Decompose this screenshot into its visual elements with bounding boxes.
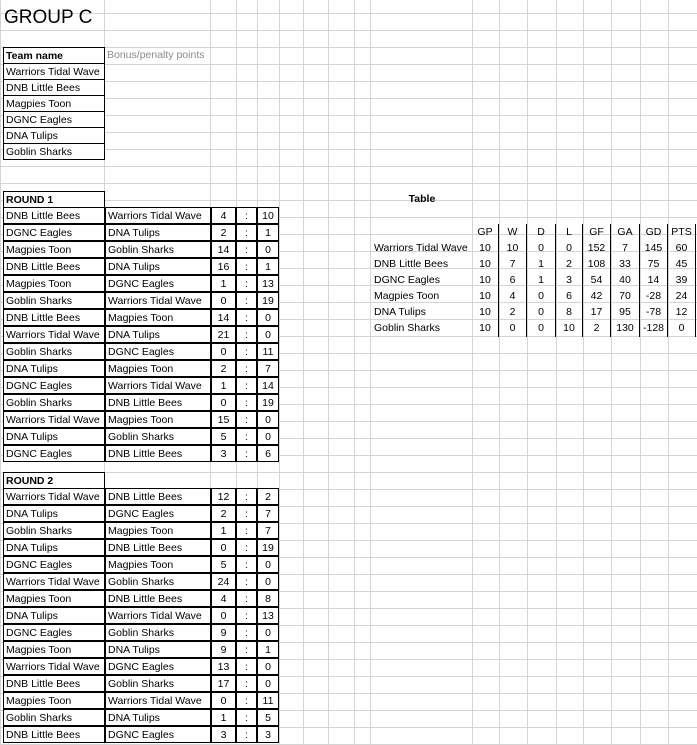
gridline-vertical	[303, 0, 304, 745]
team-name-cell[interactable]: DNA Tulips	[3, 127, 105, 144]
match-home-team[interactable]: Goblin Sharks	[3, 343, 105, 360]
match-home-team[interactable]: Magpies Toon	[3, 241, 105, 258]
score-separator: :	[236, 556, 257, 573]
match-home-score[interactable]: 0	[211, 692, 236, 709]
standings-stat[interactable]: 40	[611, 272, 640, 289]
match-home-score[interactable]: 16	[211, 258, 236, 275]
standings-stat[interactable]: 39	[668, 272, 696, 289]
gridline-vertical	[668, 0, 669, 745]
standings-stat[interactable]: 145	[640, 240, 668, 257]
standings-stat[interactable]: 14	[640, 272, 668, 289]
gridline-vertical	[279, 0, 280, 745]
standings-stat[interactable]: 130	[611, 320, 640, 337]
match-home-score[interactable]: 2	[211, 505, 236, 522]
standings-stat[interactable]: 6	[556, 288, 583, 305]
match-home-score[interactable]: 13	[211, 658, 236, 675]
standings-stat[interactable]: 7	[611, 240, 640, 257]
gridline-vertical	[583, 0, 584, 745]
match-away-score[interactable]: 1	[257, 258, 279, 275]
score-separator: :	[236, 692, 257, 709]
team-name-header[interactable]: Team name	[3, 47, 105, 64]
table-column-header[interactable]: L	[556, 224, 583, 241]
round-label[interactable]: ROUND 1	[3, 191, 105, 208]
score-separator: :	[236, 488, 257, 505]
match-home-team[interactable]: DNA Tulips	[3, 360, 105, 377]
match-away-team[interactable]: DNB Little Bees	[105, 590, 211, 607]
score-separator: :	[236, 309, 257, 326]
match-home-score[interactable]: 4	[211, 590, 236, 607]
match-home-team[interactable]: DNA Tulips	[3, 539, 105, 556]
match-away-score[interactable]: 0	[257, 573, 279, 590]
match-away-score[interactable]: 11	[257, 692, 279, 709]
match-home-score[interactable]: 21	[211, 326, 236, 343]
standings-stat[interactable]: 60	[668, 240, 696, 257]
match-home-score[interactable]: 2	[211, 360, 236, 377]
standings-stat[interactable]: 6	[499, 272, 527, 289]
standings-stat[interactable]: 12	[668, 304, 696, 321]
gridline-horizontal	[0, 166, 697, 167]
standings-stat[interactable]: 1	[527, 272, 556, 289]
match-away-team[interactable]: Goblin Sharks	[105, 428, 211, 445]
score-separator: :	[236, 258, 257, 275]
match-home-team[interactable]: Magpies Toon	[3, 590, 105, 607]
standings-stat[interactable]: 0	[527, 240, 556, 257]
standings-stat[interactable]: -78	[640, 304, 668, 321]
standings-stat[interactable]: 1	[527, 256, 556, 273]
match-away-score[interactable]: 0	[257, 675, 279, 692]
score-separator: :	[236, 343, 257, 360]
match-away-score[interactable]: 7	[257, 505, 279, 522]
match-home-score[interactable]: 17	[211, 675, 236, 692]
match-home-team[interactable]: Goblin Sharks	[3, 394, 105, 411]
match-away-score[interactable]: 1	[257, 641, 279, 658]
score-separator: :	[236, 573, 257, 590]
match-away-score[interactable]: 3	[257, 726, 279, 743]
match-away-team[interactable]: Magpies Toon	[105, 556, 211, 573]
match-away-score[interactable]: 0	[257, 428, 279, 445]
match-home-score[interactable]: 0	[211, 343, 236, 360]
match-home-team[interactable]: Goblin Sharks	[3, 709, 105, 726]
match-home-score[interactable]: 15	[211, 411, 236, 428]
match-away-team[interactable]: Warriors Tidal Wave	[105, 377, 211, 394]
match-away-team[interactable]: DGNC Eagles	[105, 726, 211, 743]
standings-stat[interactable]: 95	[611, 304, 640, 321]
match-home-score[interactable]: 24	[211, 573, 236, 590]
standings-stat[interactable]: -128	[640, 320, 668, 337]
match-home-team[interactable]: DNA Tulips	[3, 428, 105, 445]
standings-stat[interactable]: 70	[611, 288, 640, 305]
match-home-team[interactable]: Magpies Toon	[3, 275, 105, 292]
match-home-team[interactable]: Warriors Tidal Wave	[3, 411, 105, 428]
match-away-team[interactable]: DGNC Eagles	[105, 343, 211, 360]
match-away-team[interactable]: Goblin Sharks	[105, 675, 211, 692]
match-away-score[interactable]: 7	[257, 522, 279, 539]
standings-stat[interactable]: 10	[472, 320, 499, 337]
table-title[interactable]: Table	[408, 193, 436, 205]
match-away-team[interactable]: Warriors Tidal Wave	[105, 692, 211, 709]
standings-stat[interactable]: 10	[472, 256, 499, 273]
match-home-team[interactable]: DNB Little Bees	[3, 207, 105, 224]
standings-stat[interactable]: 54	[583, 272, 611, 289]
match-away-score[interactable]: 0	[257, 658, 279, 675]
match-home-score[interactable]: 1	[211, 522, 236, 539]
match-home-team[interactable]: DNA Tulips	[3, 607, 105, 624]
score-separator: :	[236, 445, 257, 462]
gridline-vertical	[0, 0, 1, 745]
match-home-score[interactable]: 3	[211, 445, 236, 462]
match-away-score[interactable]: 0	[257, 624, 279, 641]
gridline-horizontal	[0, 183, 697, 184]
standings-stat[interactable]: 0	[556, 240, 583, 257]
match-home-team[interactable]: Warriors Tidal Wave	[3, 658, 105, 675]
match-home-team[interactable]: Magpies Toon	[3, 692, 105, 709]
standings-team[interactable]: DNB Little Bees	[374, 258, 449, 270]
match-home-score[interactable]: 12	[211, 488, 236, 505]
standings-stat[interactable]: -28	[640, 288, 668, 305]
standings-team[interactable]: Magpies Toon	[374, 290, 440, 302]
gridline-vertical	[640, 0, 641, 745]
match-away-score[interactable]: 0	[257, 326, 279, 343]
standings-stat[interactable]: 3	[556, 272, 583, 289]
score-separator: :	[236, 607, 257, 624]
standings-stat[interactable]: 0	[499, 320, 527, 337]
score-separator: :	[236, 377, 257, 394]
score-separator: :	[236, 207, 257, 224]
round-label[interactable]: ROUND 2	[3, 472, 105, 489]
gridline-vertical	[499, 0, 500, 745]
match-away-score[interactable]: 6	[257, 445, 279, 462]
match-home-team[interactable]: DGNC Eagles	[3, 224, 105, 241]
match-home-score[interactable]: 3	[211, 726, 236, 743]
score-separator: :	[236, 360, 257, 377]
match-away-team[interactable]: DNB Little Bees	[105, 394, 211, 411]
gridline-vertical	[611, 0, 612, 745]
score-separator: :	[236, 641, 257, 658]
match-away-team[interactable]: Goblin Sharks	[105, 624, 211, 641]
score-separator: :	[236, 394, 257, 411]
match-home-team[interactable]: DGNC Eagles	[3, 445, 105, 462]
bonus-points-header[interactable]: Bonus/penalty points	[107, 49, 205, 61]
standings-team[interactable]: DGNC Eagles	[374, 274, 440, 286]
standings-stat[interactable]: 75	[640, 256, 668, 273]
standings-stat[interactable]: 0	[527, 320, 556, 337]
table-column-header[interactable]: D	[527, 224, 556, 241]
table-column-header[interactable]: GP	[472, 224, 499, 241]
score-separator: :	[236, 522, 257, 539]
match-home-team[interactable]: DGNC Eagles	[3, 377, 105, 394]
page-title: GROUP C	[4, 7, 93, 28]
match-home-team[interactable]: DNA Tulips	[3, 505, 105, 522]
score-separator: :	[236, 275, 257, 292]
match-home-score[interactable]: 2	[211, 224, 236, 241]
gridline-vertical	[556, 0, 557, 745]
match-home-team[interactable]: Goblin Sharks	[3, 292, 105, 309]
table-column-header[interactable]: PTS	[668, 224, 696, 241]
match-home-score[interactable]: 9	[211, 624, 236, 641]
gridline-vertical	[328, 0, 329, 745]
match-home-score[interactable]: 0	[211, 607, 236, 624]
standings-stat[interactable]: 0	[668, 320, 696, 337]
standings-stat[interactable]: 8	[556, 304, 583, 321]
match-home-score[interactable]: 1	[211, 709, 236, 726]
match-home-team[interactable]: DNB Little Bees	[3, 675, 105, 692]
standings-stat[interactable]: 0	[527, 288, 556, 305]
table-column-header[interactable]: W	[499, 224, 527, 241]
match-away-score[interactable]: 14	[257, 377, 279, 394]
match-away-score[interactable]: 0	[257, 556, 279, 573]
standings-team[interactable]: DNA Tulips	[374, 306, 426, 318]
score-separator: :	[236, 505, 257, 522]
standings-stat[interactable]: 24	[668, 288, 696, 305]
standings-stat[interactable]: 108	[583, 256, 611, 273]
match-away-team[interactable]: Goblin Sharks	[105, 573, 211, 590]
match-home-team[interactable]: DGNC Eagles	[3, 556, 105, 573]
score-separator: :	[236, 709, 257, 726]
score-separator: :	[236, 624, 257, 641]
match-away-score[interactable]: 7	[257, 360, 279, 377]
match-away-score[interactable]: 0	[257, 309, 279, 326]
score-separator: :	[236, 241, 257, 258]
score-separator: :	[236, 658, 257, 675]
match-home-team[interactable]: DNB Little Bees	[3, 258, 105, 275]
match-away-team[interactable]: DNA Tulips	[105, 326, 211, 343]
match-away-team[interactable]: DGNC Eagles	[105, 275, 211, 292]
match-home-score[interactable]: 9	[211, 641, 236, 658]
match-home-team[interactable]: Warriors Tidal Wave	[3, 573, 105, 590]
score-separator: :	[236, 326, 257, 343]
score-separator: :	[236, 292, 257, 309]
score-separator: :	[236, 539, 257, 556]
score-separator: :	[236, 224, 257, 241]
match-away-score[interactable]: 11	[257, 343, 279, 360]
match-away-team[interactable]: Magpies Toon	[105, 522, 211, 539]
standings-stat[interactable]: 7	[499, 256, 527, 273]
standings-stat[interactable]: 2	[556, 256, 583, 273]
match-away-team[interactable]: Magpies Toon	[105, 411, 211, 428]
match-away-score[interactable]: 13	[257, 275, 279, 292]
match-away-team[interactable]: Magpies Toon	[105, 309, 211, 326]
match-away-score[interactable]: 10	[257, 207, 279, 224]
team-name-cell[interactable]: DGNC Eagles	[3, 111, 105, 128]
match-away-team[interactable]: DNA Tulips	[105, 641, 211, 658]
match-away-team[interactable]: DGNC Eagles	[105, 505, 211, 522]
gridline-vertical	[370, 0, 371, 745]
match-away-score[interactable]: 13	[257, 607, 279, 624]
match-home-score[interactable]: 5	[211, 556, 236, 573]
match-away-team[interactable]: Goblin Sharks	[105, 241, 211, 258]
score-separator: :	[236, 428, 257, 445]
match-away-team[interactable]: Warriors Tidal Wave	[105, 607, 211, 624]
match-away-team[interactable]: DNB Little Bees	[105, 488, 211, 505]
match-home-score[interactable]: 4	[211, 207, 236, 224]
match-away-score[interactable]: 19	[257, 292, 279, 309]
standings-stat[interactable]: 152	[583, 240, 611, 257]
match-home-team[interactable]: Magpies Toon	[3, 641, 105, 658]
standings-stat[interactable]: 10	[472, 288, 499, 305]
standings-stat[interactable]: 10	[472, 272, 499, 289]
score-separator: :	[236, 590, 257, 607]
match-home-team[interactable]: Goblin Sharks	[3, 522, 105, 539]
standings-team[interactable]: Goblin Sharks	[374, 322, 440, 334]
match-away-team[interactable]: DNB Little Bees	[105, 539, 211, 556]
standings-stat[interactable]: 10	[472, 304, 499, 321]
match-home-team[interactable]: Warriors Tidal Wave	[3, 488, 105, 505]
standings-stat[interactable]: 17	[583, 304, 611, 321]
match-home-score[interactable]: 14	[211, 309, 236, 326]
match-away-score[interactable]: 8	[257, 590, 279, 607]
table-column-header[interactable]: GA	[611, 224, 640, 241]
match-away-team[interactable]: DNA Tulips	[105, 709, 211, 726]
standings-stat[interactable]: 10	[499, 240, 527, 257]
table-column-header[interactable]: GF	[583, 224, 611, 241]
match-away-score[interactable]: 2	[257, 488, 279, 505]
match-away-team[interactable]: Warriors Tidal Wave	[105, 292, 211, 309]
standings-stat[interactable]: 0	[527, 304, 556, 321]
match-home-score[interactable]: 1	[211, 377, 236, 394]
match-home-team[interactable]: DGNC Eagles	[3, 624, 105, 641]
match-home-score[interactable]: 0	[211, 539, 236, 556]
match-away-team[interactable]: DGNC Eagles	[105, 658, 211, 675]
standings-stat[interactable]: 2	[499, 304, 527, 321]
match-home-score[interactable]: 1	[211, 275, 236, 292]
match-home-team[interactable]: Warriors Tidal Wave	[3, 326, 105, 343]
match-home-team[interactable]: DNB Little Bees	[3, 726, 105, 743]
match-home-score[interactable]: 0	[211, 394, 236, 411]
team-name-cell[interactable]: Warriors Tidal Wave	[3, 63, 105, 80]
standings-stat[interactable]: 2	[583, 320, 611, 337]
match-away-score[interactable]: 0	[257, 411, 279, 428]
gridline-vertical	[527, 0, 528, 745]
match-away-team[interactable]: Warriors Tidal Wave	[105, 207, 211, 224]
match-away-score[interactable]: 19	[257, 539, 279, 556]
score-separator: :	[236, 675, 257, 692]
standings-stat[interactable]: 42	[583, 288, 611, 305]
score-separator: :	[236, 411, 257, 428]
score-separator: :	[236, 726, 257, 743]
match-home-team[interactable]: DNB Little Bees	[3, 309, 105, 326]
match-away-score[interactable]: 1	[257, 224, 279, 241]
standings-team[interactable]: Warriors Tidal Wave	[374, 242, 468, 254]
match-away-score[interactable]: 19	[257, 394, 279, 411]
standings-stat[interactable]: 10	[556, 320, 583, 337]
standings-stat[interactable]: 45	[668, 256, 696, 273]
team-name-cell[interactable]: DNB Little Bees	[3, 79, 105, 96]
table-column-header[interactable]: GD	[640, 224, 668, 241]
match-away-team[interactable]: DNB Little Bees	[105, 445, 211, 462]
match-home-score[interactable]: 14	[211, 241, 236, 258]
team-name-cell[interactable]: Magpies Toon	[3, 95, 105, 112]
standings-stat[interactable]: 10	[472, 240, 499, 257]
match-away-score[interactable]: 5	[257, 709, 279, 726]
gridline-vertical	[354, 0, 355, 745]
match-away-team[interactable]: DNA Tulips	[105, 224, 211, 241]
match-home-score[interactable]: 0	[211, 292, 236, 309]
standings-stat[interactable]: 4	[499, 288, 527, 305]
match-away-team[interactable]: DNA Tulips	[105, 258, 211, 275]
gridline-vertical	[472, 0, 473, 745]
match-away-score[interactable]: 0	[257, 241, 279, 258]
match-home-score[interactable]: 5	[211, 428, 236, 445]
standings-stat[interactable]: 33	[611, 256, 640, 273]
match-away-team[interactable]: Magpies Toon	[105, 360, 211, 377]
team-name-cell[interactable]: Goblin Sharks	[3, 143, 105, 160]
